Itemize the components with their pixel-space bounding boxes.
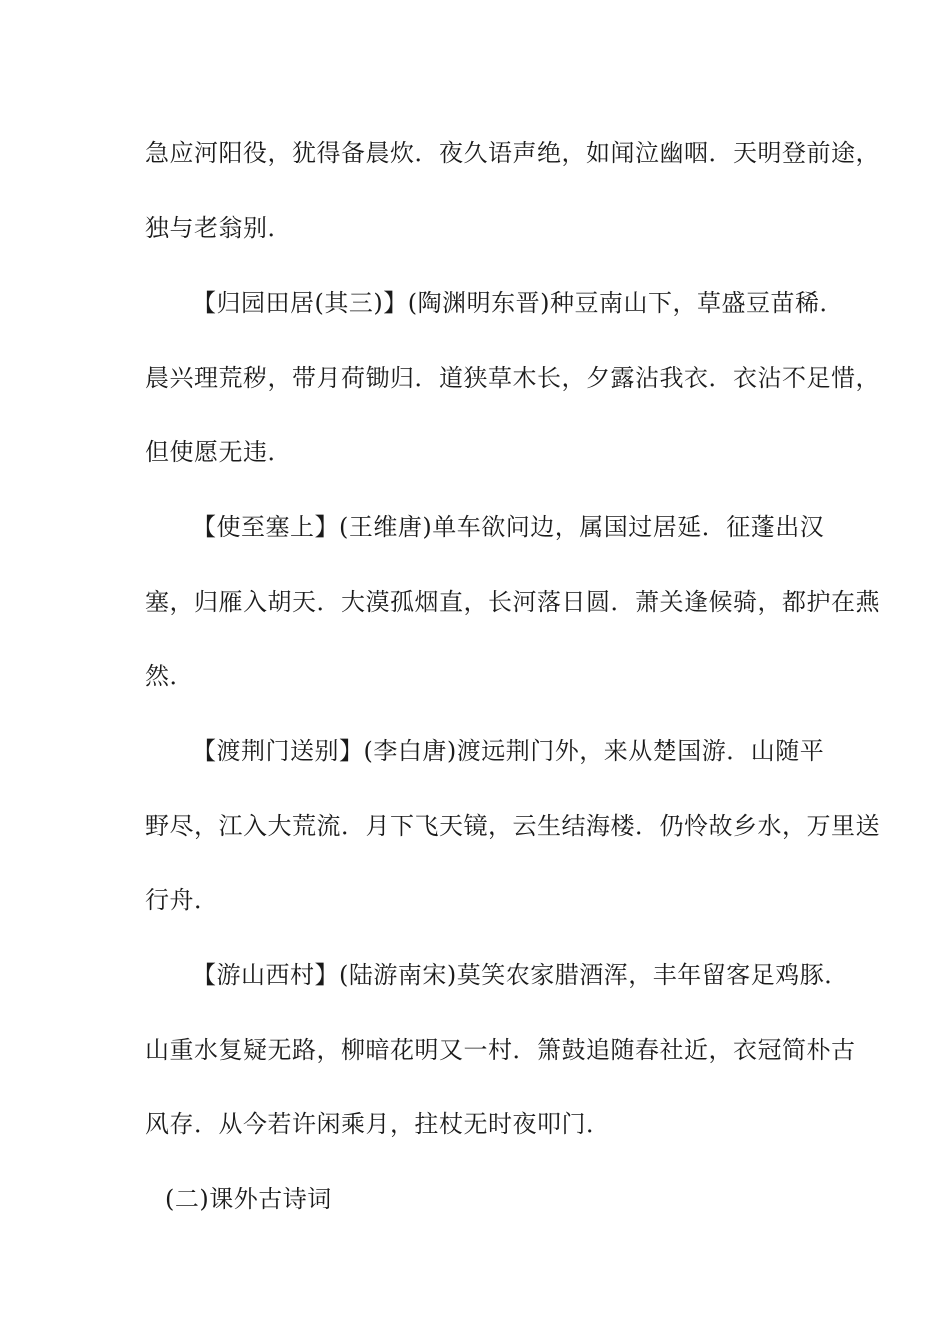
text-line: 山重水复疑无路，柳暗花明又一村．箫鼓追随春社近，衣冠简朴古 <box>145 1036 856 1064</box>
text-line: 塞，归雁入胡天．大漠孤烟直，长河落日圆．萧关逢候骑，都护在燕 <box>145 588 880 616</box>
text-line: 然． <box>145 662 194 690</box>
text-line: 但使愿无违． <box>145 438 292 466</box>
section-heading: (二)课外古诗词 <box>165 1185 332 1213</box>
poem-heading-line: 【归园田居(其三)】(陶渊明东晋)种豆南山下，草盛豆苗稀． <box>192 289 844 317</box>
text-line: 晨兴理荒秽，带月荷锄归．道狭草木长，夕露沾我衣．衣沾不足惜， <box>145 364 880 392</box>
text-line: 野尽，江入大荒流．月下飞天镜，云生结海楼．仍怜故乡水，万里送 <box>145 812 880 840</box>
text-line: 行舟． <box>145 886 219 914</box>
poem-heading-line: 【渡荆门送别】(李白唐)渡远荆门外，来从楚国游．山随平 <box>192 737 825 765</box>
text-line: 急应河阳役，犹得备晨炊．夜久语声绝，如闻泣幽咽．天明登前途， <box>145 139 880 167</box>
poem-heading-line: 【游山西村】(陆游南宋)莫笑农家腊酒浑，丰年留客足鸡豚． <box>192 961 849 989</box>
text-line: 风存．从今若许闲乘月，拄杖无时夜叩门． <box>145 1110 611 1138</box>
poem-heading-line: 【使至塞上】(王维唐)单车欲问边，属国过居延．征蓬出汉 <box>192 513 825 541</box>
text-line: 独与老翁别． <box>145 214 292 242</box>
